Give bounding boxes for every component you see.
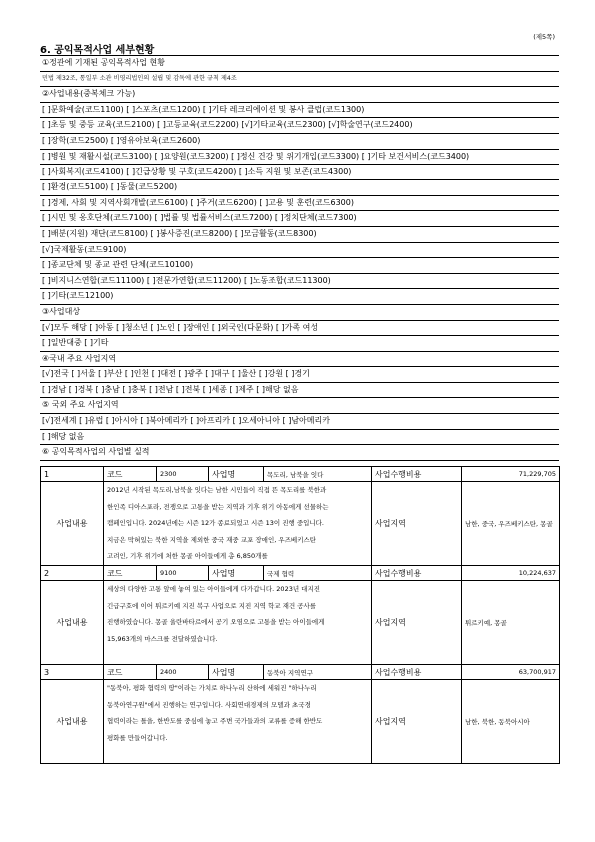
description-label: 사업내용 — [41, 680, 104, 764]
page-number: (제5쪽) — [533, 33, 555, 41]
description-line: 협력이라는 틀을, 한반도를 중심에 놓고 주변 국가들과의 교류를 증해 한반도 — [107, 717, 323, 726]
project-body-row — [41, 680, 560, 764]
checkbox-line-foundation: [ ]배분(지원) 재단(코드8100) [ ]봉사증진(코드8200) [ ]모금활동(코드8300) — [40, 227, 559, 243]
project-code: 2300 — [157, 467, 209, 482]
checkbox-line-welfare: [ ]사회복지(코드4100) [ ]긴급상황 및 구호(코드4200) [ ]소득 지원 및 보존(코드4300) — [40, 165, 559, 181]
overseas-region-line-2: [ ]해당 없음 — [40, 430, 559, 446]
region-label: 사업지역 — [372, 680, 462, 764]
checkbox-line-health: [ ]병원 및 재활시설(코드3100) [ ]요양원(코드3200) [ ]정신 건강 및 위기개입(코드3300) [ ]기타 보건서비스(코드3400) — [40, 150, 559, 165]
checkbox-line-international: [√]국제활동(코드9100) — [40, 243, 559, 259]
checkbox-line-education: [ ]초등 및 중등 교육(코드2100) [ ]고등교육(코드2200) [√]기타교육(코드2300) [√]학술연구(코드2400) — [40, 118, 559, 134]
checkbox-line-business: [ ]비지니스연합(코드11100) [ ]전문가연합(코드11200) [ ]노동조합(코드11300) — [40, 274, 559, 290]
project-cost: 10,224,637 — [462, 566, 560, 581]
checkbox-line-environment: [ ]환경(코드5100) [ ]동물(코드5200) — [40, 180, 559, 196]
project-performance-table — [40, 466, 560, 764]
project-name: 목도리, 남북을 잇다 — [264, 467, 372, 482]
project-header-row — [41, 665, 560, 680]
project-number: 1 — [41, 467, 104, 482]
cost-label: 사업수행비용 — [372, 467, 462, 482]
checkbox-line-economy: [ ]경제, 사회 및 지역사회개발(코드6100) [ ]주거(코드6200) [ ]고용 및 훈련(코드6300) — [40, 196, 559, 212]
project-header-row — [41, 566, 560, 581]
overseas-region-heading: ⑤ 국외 주요 사업지역 — [40, 398, 559, 414]
checkbox-line-civic: [ ]시민 및 옹호단체(코드7100) [ ]법률 및 법률서비스(코드7200) [ ]정치단체(코드7300) — [40, 211, 559, 227]
target-heading: ③사업대상 — [40, 305, 559, 321]
checkbox-line-religion: [ ]종교단체 및 종교 관련 단체(코드10100) — [40, 258, 559, 274]
project-description — [104, 482, 372, 566]
project-code: 9100 — [157, 566, 209, 581]
description-line: 세상의 다양한 고통 앞에 놓여 있는 아이들에게 다가갑니다. 2023년 대지진 — [107, 585, 321, 593]
cost-label: 사업수행비용 — [372, 665, 462, 680]
code-label: 코드 — [104, 467, 157, 482]
project-body-row — [41, 482, 560, 566]
description-line: 지금은 막혀있는 북한 지역을 제외한 중국 재중 교포 장애인, 우즈베키스탄 — [107, 535, 317, 544]
project-cost: 71,229,705 — [462, 467, 560, 482]
project-code: 2400 — [157, 665, 209, 680]
project-region: 튀르키예, 몽골 — [462, 581, 560, 665]
performance-heading: ⑥ 공익목적사업의 사업별 실적 — [40, 445, 559, 461]
description-line: 평화를 만들어갑니다. — [107, 733, 168, 742]
project-name-label: 사업명 — [209, 566, 264, 581]
domestic-region-heading: ④국내 주요 사업지역 — [40, 352, 559, 368]
target-line-2: [ ]일반대중 [ ]기타 — [40, 336, 559, 352]
project-body-row — [41, 581, 560, 665]
region-label: 사업지역 — [372, 581, 462, 665]
project-name-label: 사업명 — [209, 467, 264, 482]
description-line: 한인족 디아스포라, 전쟁으로 고통을 받는 지역과 기후 위기 아동에게 선물하는 — [107, 502, 329, 511]
description-label: 사업내용 — [41, 482, 104, 566]
description-line: 동북아연구원"에서 진행하는 연구입니다. 사회연대경제의 모델과 초국경 — [107, 700, 311, 709]
checkbox-line-other: [ ]기타(코드12100) — [40, 289, 559, 305]
description-line: 진행하였습니다. 몽골 울란바타르에서 공기 오염으로 고통을 받는 아이들에게 — [107, 618, 325, 627]
description-line: "동북아, 평화 협력의 땅"이라는 가치로 하나누리 산하에 세워진 "하나누리 — [107, 684, 317, 692]
description-line: 고려인, 기후 위기에 처한 몽골 아이들에게 총 6,850개를 — [107, 552, 268, 561]
description-line: 캠페인입니다. 2024년에는 시즌 12가 종료되었고 시즌 13이 진행 중입니다. — [107, 519, 324, 528]
target-line-1: [√]모두 해당 [ ]아동 [ ]청소년 [ ]노인 [ ]장애인 [ ]외국인(다문화) [ ]가족 여성 — [40, 321, 559, 337]
project-number: 3 — [41, 665, 104, 680]
public-project-section — [40, 55, 559, 461]
project-name-label: 사업명 — [209, 665, 264, 680]
project-header-row — [41, 467, 560, 482]
project-name: 국제 협력 — [264, 566, 372, 581]
domestic-region-line-1: [√]전국 [ ]서울 [ ]부산 [ ]인천 [ ]대전 [ ]광주 [ ]대구 [ ]울산 [ ]강원 [ ]경기 — [40, 367, 559, 383]
description-line: 2012년 시작된 목도리,남북을 잇다는 남한 시민들이 직접 뜬 목도리를 북한과 — [107, 486, 327, 494]
article-heading: ①정관에 기재된 공익목적사업 현황 — [40, 56, 559, 72]
description-line: 긴급구호에 이어 튀르키예 지진 복구 사업으로 지진 지역 학교 재건 공사를 — [107, 601, 317, 610]
business-content-heading: ②사업내용(중복체크 가능) — [40, 87, 559, 103]
overseas-region-line-1: [√]전세계 [ ]유럽 [ ]아시아 [ ]북아메리카 [ ]아프리카 [ ]오세아니아 [ ]남아메리카 — [40, 414, 559, 430]
domestic-region-line-2: [ ]경남 [ ]경북 [ ]충남 [ ]충북 [ ]전남 [ ]전북 [ ]세종 [ ]제주 [ ]해당 없음 — [40, 383, 559, 399]
project-name: 동북아 지역연구 — [264, 665, 372, 680]
project-description — [104, 581, 372, 665]
code-label: 코드 — [104, 566, 157, 581]
region-label: 사업지역 — [372, 482, 462, 566]
project-description — [104, 680, 372, 764]
description-label: 사업내용 — [41, 581, 104, 665]
checkbox-line-scholarship: [ ]장학(코드2500) [ ]영유아보육(코드2600) — [40, 134, 559, 150]
cost-label: 사업수행비용 — [372, 566, 462, 581]
code-label: 코드 — [104, 665, 157, 680]
checkbox-line-culture: [ ]문화예술(코드1100) [ ]스포츠(코드1200) [ ]기타 레크리에이션 및 봉사 클럽(코드1300) — [40, 103, 559, 119]
project-region: 남한, 북한, 동북아시아 — [462, 680, 560, 764]
project-number: 2 — [41, 566, 104, 581]
description-line: 15,963개의 마스크를 전달하였습니다. — [107, 634, 218, 643]
project-cost: 63,700,917 — [462, 665, 560, 680]
section-title: 6. 공익목적사업 세부현황 — [40, 45, 155, 56]
article-basis-text: 민법 제32조, 통일부 소관 비영리법인의 설립 및 감독에 관한 규칙 제4조 — [40, 72, 559, 88]
project-region: 남한, 중국, 우즈베키스탄, 몽골 — [462, 482, 560, 566]
